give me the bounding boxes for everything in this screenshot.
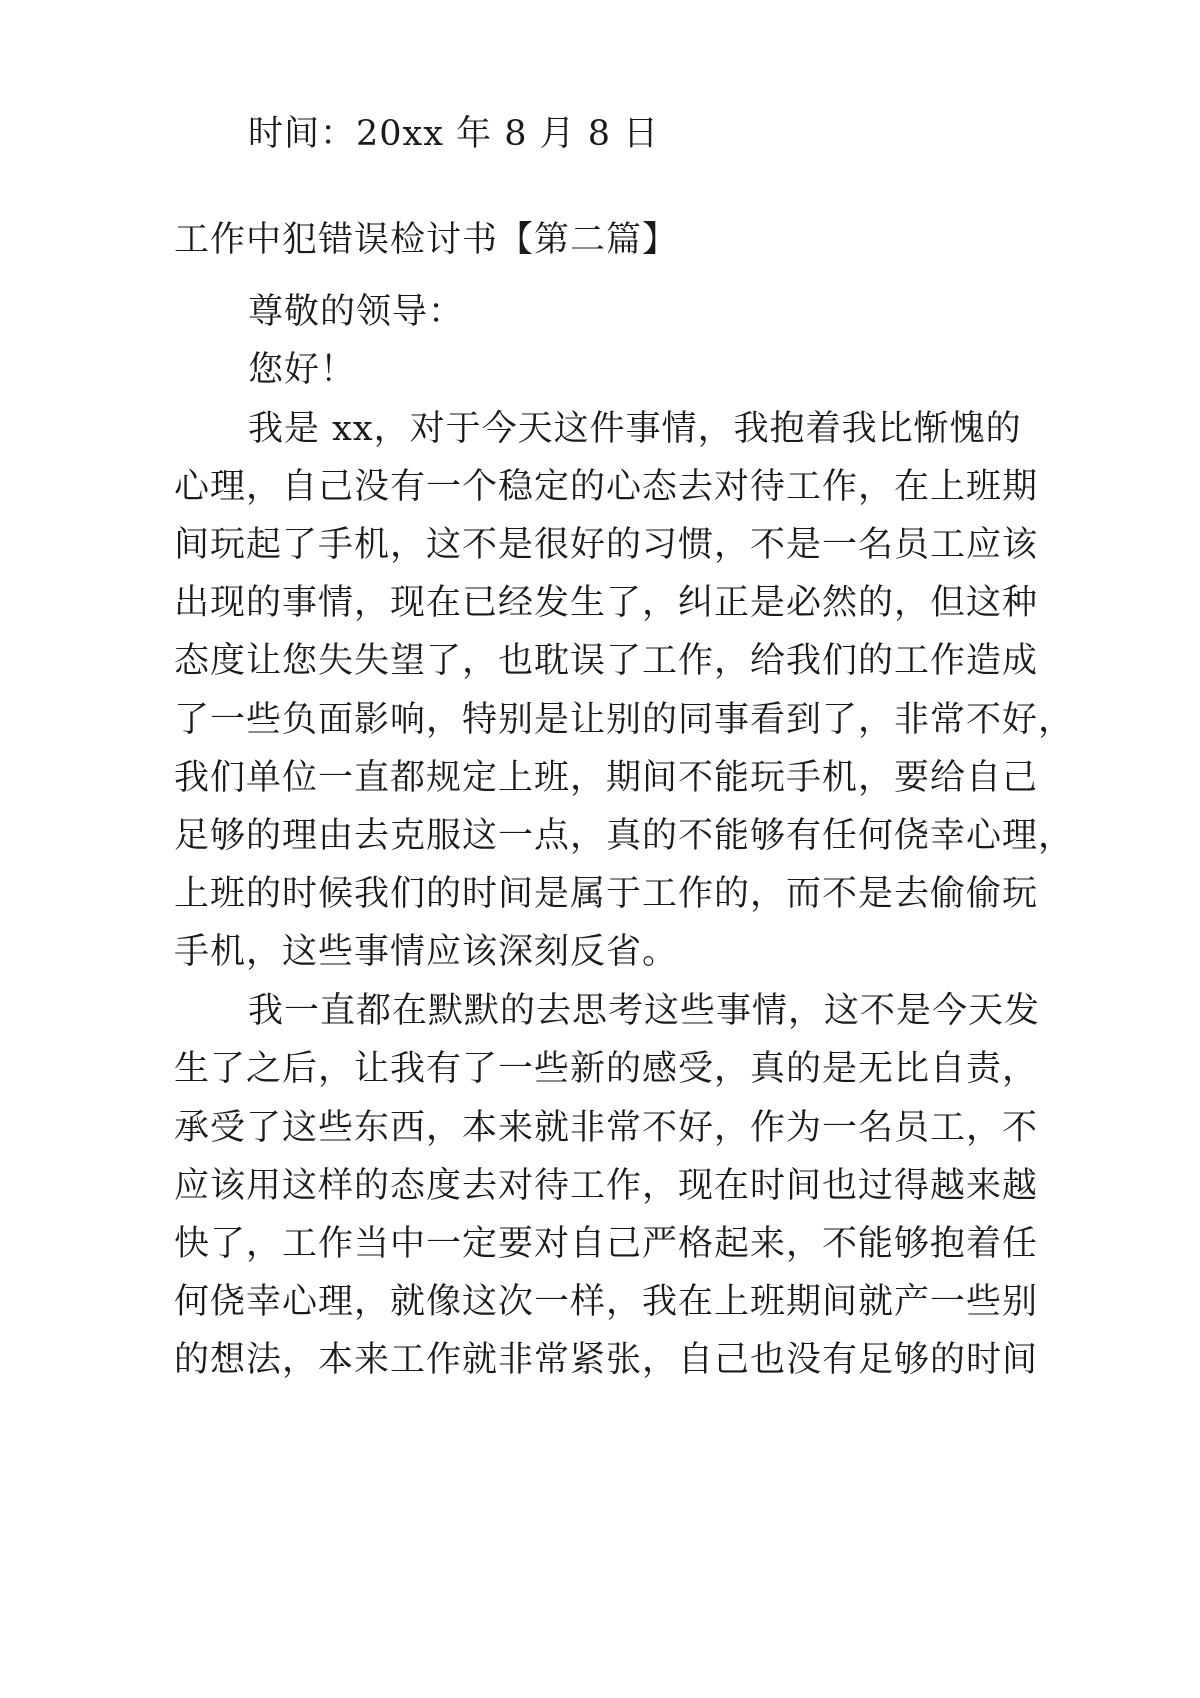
paragraph1-line: 手机，这些事情应该深刻反省。 (174, 932, 679, 972)
paragraph1-line: 出现的事情，现在已经发生了，纠正是必然的，但这种 (174, 583, 1039, 623)
paragraph1-line: 心理，自己没有一个稳定的心态去对待工作，在上班期 (174, 467, 1039, 507)
paragraph2-line: 何侥幸心理，就像这次一样，我在上班期间就产一些别 (174, 1282, 1039, 1322)
paragraph2-line: 的想法，本来工作就非常紧张，自己也没有足够的时间 (174, 1340, 1039, 1380)
document-heading: 工作中犯错误检讨书【第二篇】 (174, 220, 679, 260)
salutation: 尊敬的领导： (248, 292, 465, 332)
paragraph1-line: 了一些负面影响，特别是让别的同事看到了，非常不好， (174, 700, 1075, 740)
paragraph2-line: 应该用这样的态度去对待工作，现在时间也过得越来越 (174, 1166, 1039, 1206)
paragraph2-line: 快了，工作当中一定要对自己严格起来，不能够抱着任 (174, 1224, 1039, 1264)
paragraph1-line: 态度让您失失望了，也耽误了工作，给我们的工作造成 (174, 641, 1039, 681)
paragraph2-line: 生了之后，让我有了一些新的感受，真的是无比自责， (174, 1049, 1039, 1089)
paragraph1-line: 我们单位一直都规定上班，期间不能玩手机，要给自己 (174, 758, 1039, 798)
paragraph2-line: 承受了这些东西，本来就非常不好，作为一名员工，不 (174, 1108, 1039, 1148)
paragraph2-line: 我一直都在默默的去思考这些事情，这不是今天发 (248, 991, 1041, 1031)
date-line: 时间：20xx 年 8 月 8 日 (248, 114, 660, 154)
paragraph1-line: 上班的时候我们的时间是属于工作的，而不是去偷偷玩 (174, 874, 1039, 914)
greeting: 您好！ (248, 350, 357, 390)
paragraph1-line: 我是 xx，对于今天这件事情，我抱着我比惭愧的 (248, 409, 1022, 449)
paragraph1-line: 间玩起了手机，这不是很好的习惯，不是一名员工应该 (174, 525, 1039, 565)
paragraph1-line: 足够的理由去克服这一点，真的不能够有任何侥幸心理， (174, 816, 1075, 856)
